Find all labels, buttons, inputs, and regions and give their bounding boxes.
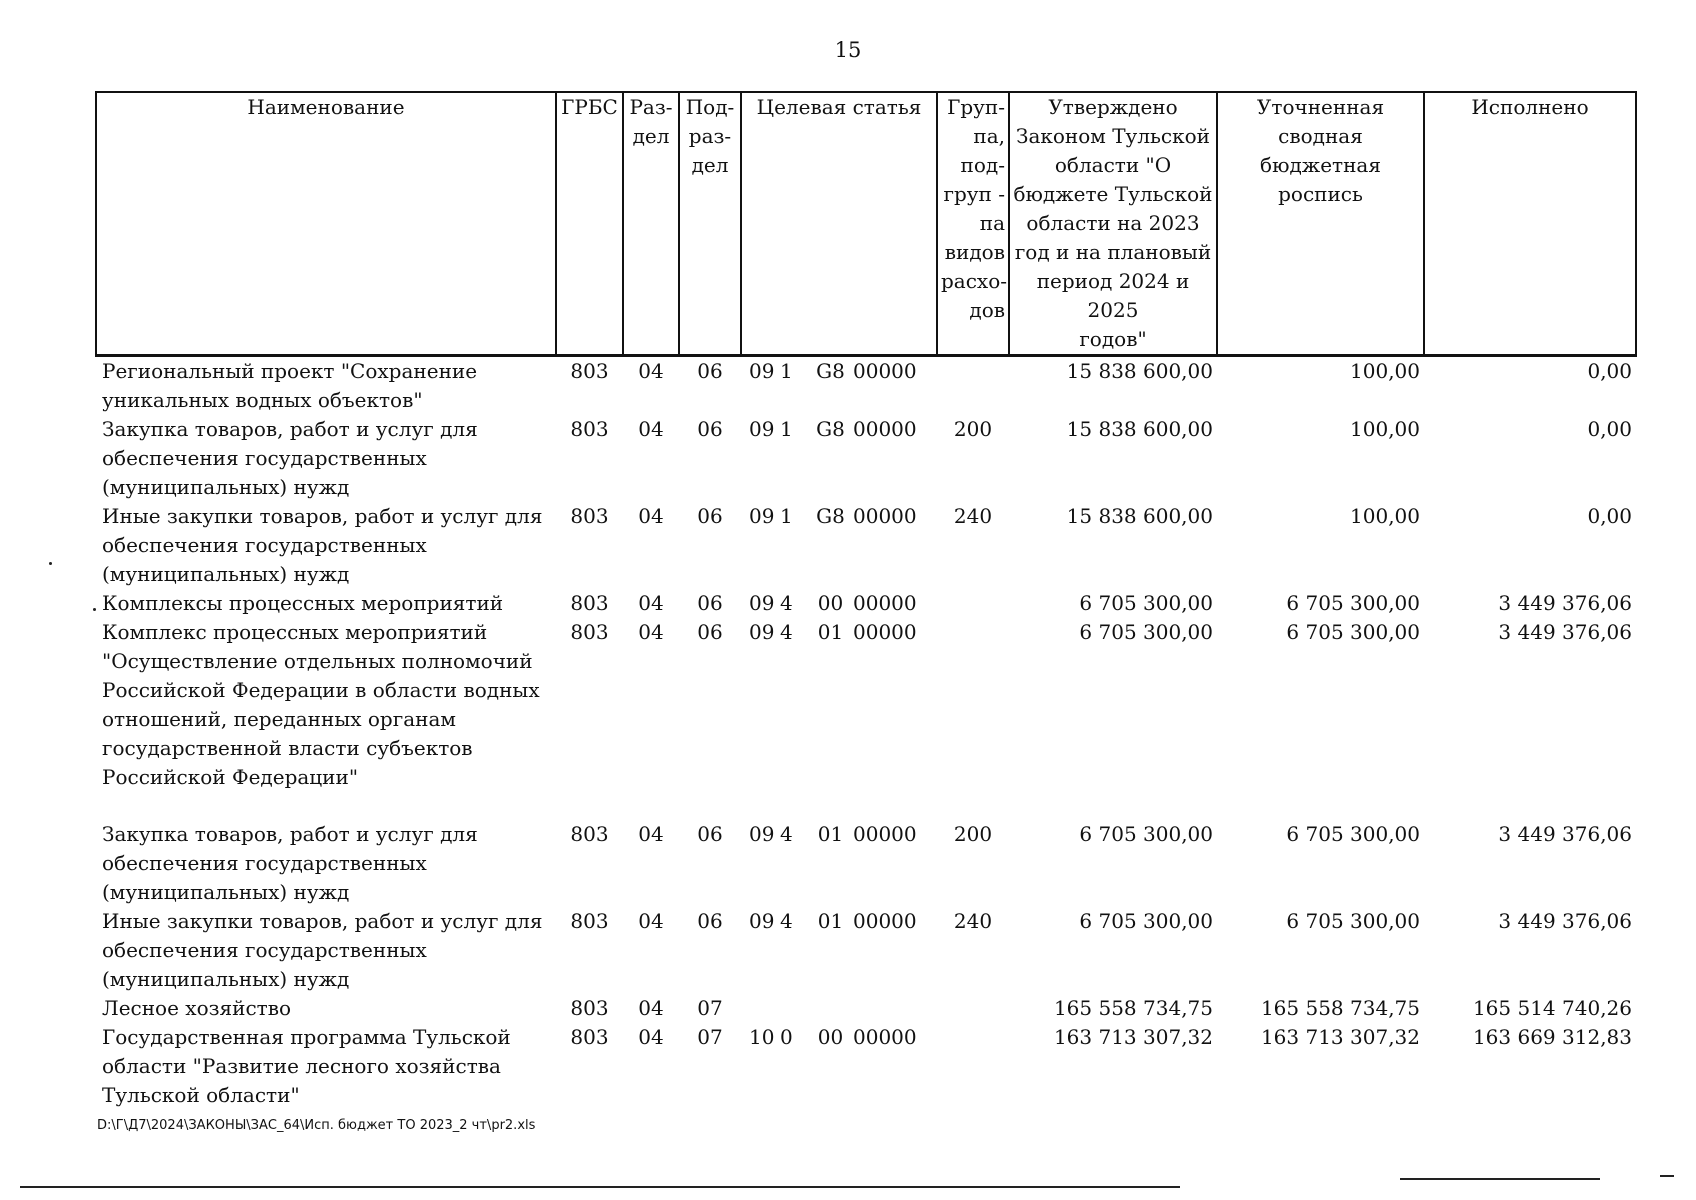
row-podrazdel: 06: [697, 504, 723, 528]
row-utochnennaya: 6 705 300,00: [1286, 822, 1420, 846]
table-row: [96, 618, 1636, 820]
row-celevaya: [741, 618, 937, 820]
row-code1: 09: [749, 822, 775, 846]
row-celevaya: [741, 356, 937, 416]
row-code4: 00000: [853, 591, 917, 615]
table-row: [96, 994, 1636, 1023]
row-grbs: 803: [570, 417, 609, 441]
row-code2: 4: [780, 822, 793, 846]
header-ispolneno: [1424, 92, 1636, 356]
row-ispolneno: 165 514 740,26: [1472, 996, 1632, 1020]
row-utochnennaya: 100,00: [1350, 504, 1420, 528]
header-podrazdel-label: Под- раз- дел: [685, 95, 735, 177]
row-code1: 09: [749, 591, 775, 615]
header-name-label: Наименование: [247, 95, 405, 119]
row-celevaya: [741, 415, 937, 502]
row-razdel: 04: [638, 620, 664, 644]
header-podrazdel: [679, 92, 741, 356]
row-podrazdel: 06: [697, 620, 723, 644]
row-utverzhdeno: 15 838 600,00: [1066, 417, 1213, 441]
row-podrazdel: 06: [697, 359, 723, 383]
row-razdel: 04: [638, 822, 664, 846]
header-grbs: [556, 92, 623, 356]
row-celevaya: [741, 820, 937, 907]
row-name: Государственная программа Тульской области "Развитие лесного хозяйства Тульской области": [102, 1025, 511, 1107]
row-code3: G8: [816, 504, 845, 528]
scan-line-dash: [1660, 1175, 1674, 1177]
table-row: [96, 589, 1636, 618]
row-razdel: 04: [638, 591, 664, 615]
row-code1: 09: [749, 359, 775, 383]
row-code4: 00000: [853, 504, 917, 528]
row-ispolneno: 0,00: [1587, 417, 1632, 441]
row-podrazdel: 07: [697, 1025, 723, 1049]
row-utochnennaya: 165 558 734,75: [1260, 996, 1420, 1020]
row-razdel: 04: [638, 359, 664, 383]
row-utochnennaya: 100,00: [1350, 359, 1420, 383]
row-ispolneno: 3 449 376,06: [1498, 591, 1632, 615]
row-name: Комплекс процессных мероприятий "Осуществление отдельных полномочий Российской Федерации в области водных отношений, переданных органам государственной власти субъектов Российской Федерации": [102, 620, 540, 789]
scan-dot-2: [93, 608, 96, 611]
row-ispolneno: 3 449 376,06: [1498, 909, 1632, 933]
row-code2: 4: [780, 909, 793, 933]
row-code4: 00000: [853, 909, 917, 933]
table-row: [96, 820, 1636, 907]
row-code1: 09: [749, 504, 775, 528]
row-grbs: 803: [570, 504, 609, 528]
budget-table-container: [95, 91, 1635, 1110]
row-utverzhdeno: 15 838 600,00: [1066, 504, 1213, 528]
table-body: [96, 356, 1636, 1111]
scan-line-left: [20, 1186, 1180, 1188]
scan-line-right: [1400, 1178, 1600, 1180]
row-grbs: 803: [570, 996, 609, 1020]
header-razdel: [623, 92, 679, 356]
row-code3: G8: [816, 359, 845, 383]
row-utverzhdeno: 6 705 300,00: [1079, 620, 1213, 644]
row-utochnennaya: 163 713 307,32: [1260, 1025, 1420, 1049]
row-code2: 1: [780, 417, 793, 441]
row-utochnennaya: 100,00: [1350, 417, 1420, 441]
row-code3: 01: [817, 822, 844, 846]
row-code3: 01: [817, 909, 844, 933]
row-celevaya: [741, 994, 937, 1023]
row-utverzhdeno: 165 558 734,75: [1053, 996, 1213, 1020]
header-razdel-label: Раз- дел: [629, 95, 673, 148]
row-code1: 09: [749, 417, 775, 441]
row-code1: 10: [749, 1025, 775, 1049]
row-ispolneno: 3 449 376,06: [1498, 822, 1632, 846]
row-gruppa: 240: [953, 909, 993, 933]
row-code3: 00: [817, 591, 844, 615]
header-celevaya: [741, 92, 937, 356]
row-utverzhdeno: 6 705 300,00: [1079, 591, 1213, 615]
header-utochnennaya-label: Уточненная сводная бюджетная роспись: [1256, 95, 1385, 206]
row-code2: 4: [780, 591, 793, 615]
row-ispolneno: 0,00: [1587, 359, 1632, 383]
row-grbs: 803: [570, 620, 609, 644]
row-gruppa: [937, 1023, 1009, 1110]
row-utochnennaya: 6 705 300,00: [1286, 620, 1420, 644]
header-name: [96, 92, 556, 356]
row-razdel: 04: [638, 417, 664, 441]
table-row: [96, 502, 1636, 589]
row-grbs: 803: [570, 822, 609, 846]
row-code1: 09: [749, 909, 775, 933]
row-utverzhdeno: 6 705 300,00: [1079, 822, 1213, 846]
row-name: Иные закупки товаров, работ и услуг для обеспечения государственных (муниципальных) нужд: [102, 504, 543, 586]
header-utverzhdeno: [1009, 92, 1217, 356]
row-name: Комплексы процессных мероприятий: [102, 591, 504, 615]
header-gruppa-label: Груп- па, под- груп - па видов расхо- дов: [941, 95, 1008, 322]
row-razdel: 04: [638, 1025, 664, 1049]
header-gruppa: [937, 92, 1009, 356]
header-grbs-label: ГРБС: [561, 95, 618, 119]
row-ispolneno: 0,00: [1587, 504, 1632, 528]
row-gruppa: [937, 618, 1009, 820]
row-gruppa: 200: [953, 417, 993, 441]
row-name: Региональный проект "Сохранение уникальных водных объектов": [102, 359, 478, 412]
row-code4: 00000: [853, 822, 917, 846]
row-code2: 1: [780, 504, 793, 528]
row-celevaya: [741, 589, 937, 618]
table-row: [96, 356, 1636, 416]
row-grbs: 803: [570, 1025, 609, 1049]
header-celevaya-label: Целевая статья: [756, 95, 922, 119]
row-code4: 00000: [853, 1025, 917, 1049]
row-gruppa: 240: [953, 504, 993, 528]
row-utverzhdeno: 163 713 307,32: [1053, 1025, 1213, 1049]
row-code2: 0: [780, 1025, 793, 1049]
row-ispolneno: 3 449 376,06: [1498, 620, 1632, 644]
scan-dot-1: [49, 562, 52, 565]
table-row: [96, 907, 1636, 994]
row-gruppa: [937, 994, 1009, 1023]
row-razdel: 04: [638, 504, 664, 528]
table-row: [96, 1023, 1636, 1110]
header-utochnennaya: [1217, 92, 1424, 356]
row-razdel: 04: [638, 996, 664, 1020]
row-code4: 00000: [853, 359, 917, 383]
row-gruppa: [937, 589, 1009, 618]
row-utochnennaya: 6 705 300,00: [1286, 909, 1420, 933]
row-podrazdel: 06: [697, 909, 723, 933]
row-gruppa: [937, 356, 1009, 416]
page-number: 15: [834, 38, 862, 62]
row-code2: 4: [780, 620, 793, 644]
row-gruppa: 200: [953, 822, 993, 846]
header-utverzhdeno-label: Утверждено Законом Тульской области "О бюджете Тульской области на 2023 год и на плановый период 2024 и 2025 годов": [1013, 95, 1213, 351]
row-ispolneno: 163 669 312,83: [1472, 1025, 1632, 1049]
header-ispolneno-label: Исполнено: [1471, 95, 1589, 119]
row-grbs: 803: [570, 909, 609, 933]
row-code4: 00000: [853, 620, 917, 644]
table-header-row: [96, 92, 1636, 356]
row-razdel: 04: [638, 909, 664, 933]
row-podrazdel: 06: [697, 591, 723, 615]
row-celevaya: [741, 1023, 937, 1110]
row-utverzhdeno: 6 705 300,00: [1079, 909, 1213, 933]
row-code1: 09: [749, 620, 775, 644]
row-name: Лесное хозяйство: [102, 996, 292, 1020]
row-celevaya: [741, 502, 937, 589]
row-podrazdel: 06: [697, 822, 723, 846]
row-code3: 00: [817, 1025, 844, 1049]
budget-table: [95, 91, 1637, 1110]
row-podrazdel: 07: [697, 996, 723, 1020]
row-code3: G8: [816, 417, 845, 441]
row-code4: 00000: [853, 417, 917, 441]
row-name: Закупка товаров, работ и услуг для обеспечения государственных (муниципальных) нужд: [102, 417, 478, 499]
row-utverzhdeno: 15 838 600,00: [1066, 359, 1213, 383]
row-celevaya: [741, 907, 937, 994]
footer-file-path: D:\Г\Д7\2024\ЗАКОНЫ\ЗАС_64\Исп. бюджет ТО 2023_2 чт\pr2.xls: [97, 1118, 536, 1133]
table-row: [96, 415, 1636, 502]
row-name: Иные закупки товаров, работ и услуг для обеспечения государственных (муниципальных) нужд: [102, 909, 543, 991]
row-utochnennaya: 6 705 300,00: [1286, 591, 1420, 615]
row-name: Закупка товаров, работ и услуг для обеспечения государственных (муниципальных) нужд: [102, 822, 478, 904]
row-grbs: 803: [570, 359, 609, 383]
row-code3: 01: [817, 620, 844, 644]
row-code2: 1: [780, 359, 793, 383]
row-grbs: 803: [570, 591, 609, 615]
row-podrazdel: 06: [697, 417, 723, 441]
